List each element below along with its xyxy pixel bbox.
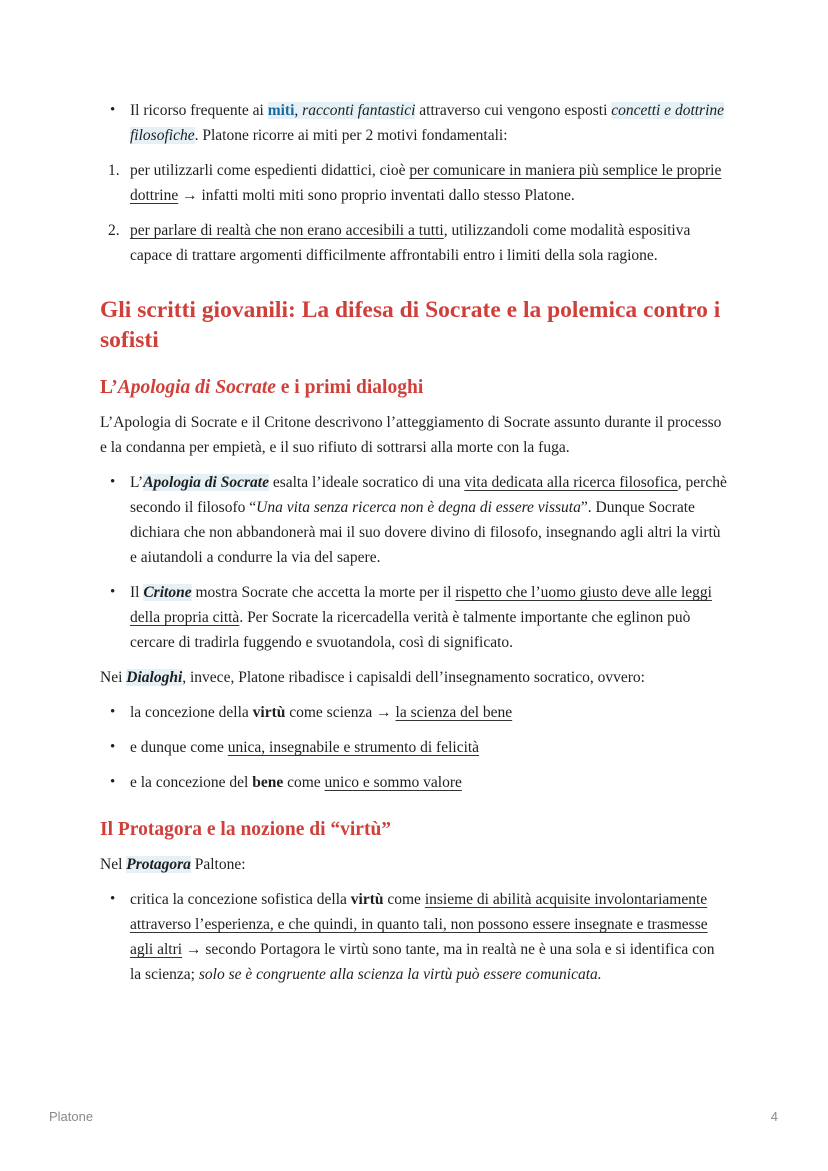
underlined-text: per comunicare in maniera più semplice le proprie dottrine: [130, 162, 722, 204]
text: e dunque come: [130, 739, 228, 756]
racconti-term: racconti fantastici: [302, 102, 416, 119]
protagora-term: Protagora: [126, 856, 191, 873]
critone-term: Critone: [143, 584, 192, 601]
quote: Una vita senza ricerca non è degna di essere vissuta: [256, 499, 581, 516]
list-item: [100, 470, 728, 570]
concetti-term: concetti e dottrine filosofiche: [130, 102, 725, 144]
numbered-item: [100, 158, 728, 208]
numbered-item: [100, 218, 728, 268]
text: → infatti molti miti sono proprio inventati dallo stesso Platone.: [178, 187, 575, 204]
list-item: [100, 735, 728, 760]
bold-text: virtù: [350, 891, 384, 908]
paragraph: [100, 665, 728, 690]
text: , perchè secondo il filosofo “: [130, 474, 727, 516]
subsection-heading-apologia: [100, 375, 728, 401]
apologia-list: [100, 470, 728, 655]
text: critica la concezione sofistica della: [130, 891, 351, 908]
text: la concezione della: [130, 704, 253, 721]
text: attraverso cui vengono esposti: [415, 102, 612, 119]
item-number: 1.: [108, 162, 120, 179]
underlined-text: la scienza del bene: [395, 704, 513, 721]
list-item: [100, 700, 728, 725]
page-content: [100, 98, 728, 987]
list-item: [100, 887, 728, 987]
item-number: 2.: [108, 222, 120, 239]
bold-text: bene: [252, 774, 284, 791]
text: L’: [100, 377, 118, 398]
text: , utilizzandoli come modalità espositiva capace di trattare argomenti difficilmente affrontabili entro i limiti della sola ragione.: [130, 222, 691, 264]
text: Nei: [100, 669, 127, 686]
protagora-list: [100, 887, 728, 987]
miti-term: miti: [267, 102, 295, 119]
text: . Platone ricorre ai miti per 2 motivi fondamentali:: [194, 127, 508, 144]
text: mostra Socrate che accetta la morte per il: [191, 584, 456, 601]
apologia-term: Apologia di Socrate: [143, 474, 269, 491]
underlined-text: unica, insegnabile e strumento di felicità: [227, 739, 480, 756]
paragraph: [100, 852, 728, 877]
subsection-heading-protagora: Il Protagora e la nozione di “virtù”: [100, 819, 392, 840]
underlined-text: per parlare di realtà che non erano accesibili a tutti: [130, 222, 444, 239]
footer-title: Platone: [49, 1109, 94, 1124]
numbered-list: [100, 158, 728, 268]
underlined-text: rispetto che l’uomo giusto deve alle leggi della propria città: [130, 584, 712, 626]
page-number: 4: [770, 1109, 778, 1124]
text: Il: [130, 584, 144, 601]
bold-text: virtù: [252, 704, 286, 721]
section-heading: Gli scritti giovanili: La difesa di Socrate e la polemica contro i sofisti: [100, 297, 721, 353]
text: e i primi dialoghi: [275, 377, 424, 398]
text: e la concezione del: [130, 774, 253, 791]
paragraph: L’Apologia di Socrate e il Critone descrivono l’atteggiamento di Socrate assunto durante il processo e la condanna per empietà, e il suo rifiuto di sottrarsi alla morte con la fuga.: [100, 414, 722, 456]
list-item: [100, 770, 728, 795]
dialoghi-term: Dialoghi: [126, 669, 183, 686]
text: come: [283, 774, 325, 791]
underlined-text: unico e sommo valore: [324, 774, 462, 791]
text: per utilizzarli come espedienti didattici, cioè: [130, 162, 410, 179]
text: , invece, Platone ribadisce i capisaldi dell’insegnamento socratico, ovvero:: [182, 669, 645, 686]
text: ”. Dunque Socrate dichiara che non abbandonerà mai il suo dovere divino di filosofo, insegnando agli altri la virtù e aiutandoli a condurre la via del sapere.: [130, 499, 721, 566]
text: Paltone:: [190, 856, 246, 873]
text: Il ricorso frequente ai: [130, 102, 268, 119]
text: Apologia di Socrate: [117, 377, 276, 398]
text: → secondo Portagora le virtù sono tante, ma in realtà ne è una sola e si identifica con la scienza;: [130, 941, 715, 983]
text: . Per Socrate la ricercadella verità è talmente importante che eglinon può cercare di tradirla fuggendo e svuotandola, così di significato.: [130, 609, 691, 651]
list-item: [100, 580, 728, 655]
text: L’: [130, 474, 144, 491]
text: Nel: [100, 856, 127, 873]
text: esalta l’ideale socratico di una: [268, 474, 465, 491]
list-item: [100, 98, 728, 148]
underlined-text: vita dedicata alla ricerca filosofica: [464, 474, 678, 491]
italic-text: solo se è congruente alla scienza la virtù può essere comunicata.: [198, 966, 602, 983]
intro-list: [100, 98, 728, 148]
text: come scienza →: [285, 704, 396, 721]
text: ,: [294, 102, 303, 119]
text: come: [383, 891, 425, 908]
underlined-text: insieme di abilità acquisite involontariamente attraverso l’esperienza, e che quindi, in quanto tali, non possono essere insegnate e trasmesse agli altri: [130, 891, 708, 958]
dialoghi-list: [100, 700, 728, 795]
